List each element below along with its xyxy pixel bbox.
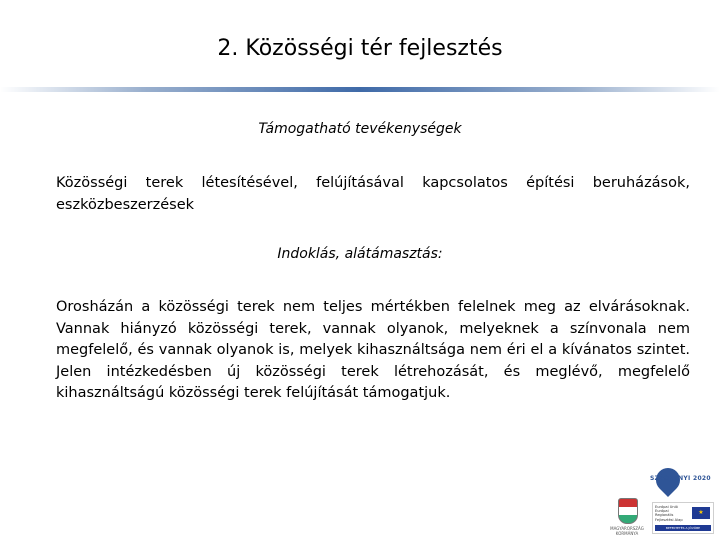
- justification-text: Orosházán a közösségi terek nem teljes mértékben felelnek meg az elvárásoknak. Vannak hiányzó közösségi terek, vannak olyanok, melyeknek a színvonala nem megfelelő, és vannak olyanok is, melyek kihasználtsága nem éri el a kívánatos szintet. Jelen intézkedésben új közösségi terek létrehozását, és meglévő, megfelelő kihasználtságú közösségi terek felújítását támogatjuk.: [56, 299, 690, 401]
- supported-activities-text: Közösségi terek létesítésével, felújításával kapcsolatos építési beruházások, eszközbeszerzések: [56, 175, 690, 213]
- justification-heading: Indoklás, alátámasztás:: [277, 246, 443, 262]
- supported-activities-heading: Támogatható tevékenységek: [258, 121, 462, 137]
- hungary-crest-icon: [618, 498, 638, 524]
- funding-logos: [596, 468, 714, 536]
- eu-logo-box: [652, 502, 714, 534]
- title-rule-left: [0, 87, 360, 92]
- szechenyi-label: SZÉCHENYI 2020: [650, 475, 711, 482]
- slide-header: [0, 0, 720, 104]
- eu-flag-icon: ★: [692, 507, 710, 519]
- title-rule-right: [360, 87, 720, 92]
- crest-caption: MAGYARORSZÁG KORMÁNYA: [610, 526, 644, 536]
- eu-text: Európai Unió Európai Regionális Fejlesztési Alap: [655, 505, 683, 522]
- eu-bar: BEFEKTETÉS A JÖVŐBE: [655, 525, 711, 531]
- slide-title: 2. Közösségi tér fejlesztés: [217, 36, 503, 61]
